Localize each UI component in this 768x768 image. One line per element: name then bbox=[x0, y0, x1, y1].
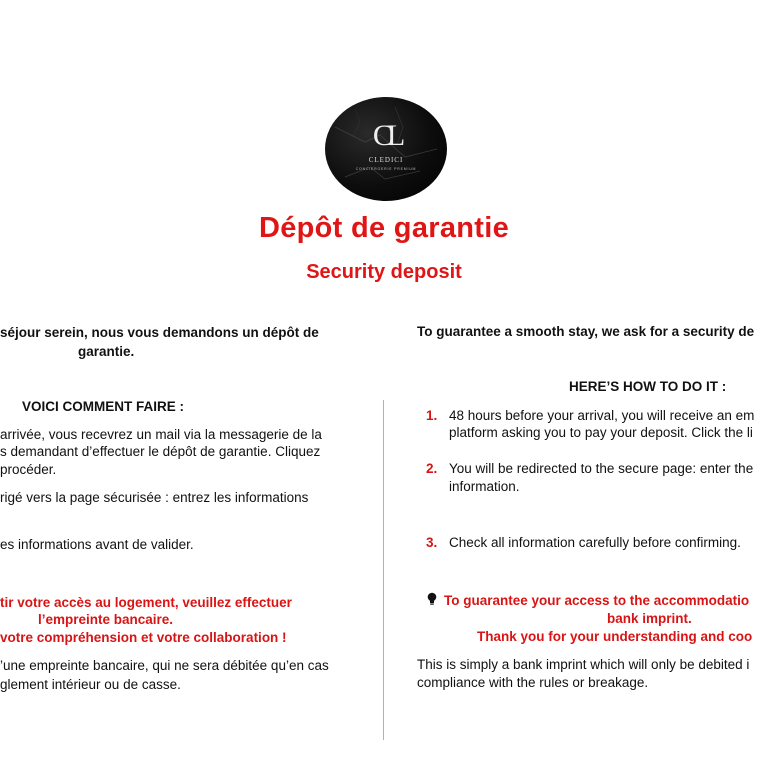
logo-monogram: CL bbox=[372, 119, 400, 152]
fr-step1-line3: procéder. bbox=[0, 462, 57, 477]
en-notice-line3: Thank you for your understanding and coo bbox=[477, 629, 753, 644]
en-step3-number: 3. bbox=[426, 535, 438, 550]
fr-footer-line1: ’une empreinte bancaire, qui ne sera débitée qu’en cas bbox=[0, 658, 329, 673]
logo-brand: CLEDICI bbox=[368, 156, 404, 164]
fr-intro-line1: séjour serein, nous vous demandons un dépôt de bbox=[0, 325, 319, 340]
lightbulb-icon bbox=[427, 592, 437, 611]
fr-step3-line1: es informations avant de valider. bbox=[0, 537, 194, 552]
en-step1-line1: 48 hours before your arrival, you will receive an em bbox=[449, 408, 755, 423]
en-footer-line2: compliance with the rules or breakage. bbox=[417, 675, 649, 690]
fr-step1-line1: arrivée, vous recevrez un mail via la messagerie de la bbox=[0, 427, 322, 442]
en-step2-line2: information. bbox=[449, 479, 520, 494]
fr-step2-line1: rigé vers la page sécurisée : entrez les informations bbox=[0, 490, 309, 505]
page-subtitle: Security deposit bbox=[306, 261, 462, 283]
en-step2-number: 2. bbox=[426, 461, 438, 476]
fr-howto-heading: VOICI COMMENT FAIRE : bbox=[22, 399, 184, 414]
fr-footer-line2: glement intérieur ou de casse. bbox=[0, 677, 181, 692]
en-notice-line2: bank imprint. bbox=[607, 611, 692, 626]
en-intro: To guarantee a smooth stay, we ask for a security de bbox=[417, 324, 755, 339]
page-title: Dépôt de garantie bbox=[258, 212, 510, 244]
en-howto-heading: HERE’S HOW TO DO IT : bbox=[569, 379, 727, 394]
en-footer-line1: This is simply a bank imprint which will only be debited i bbox=[417, 657, 750, 672]
en-step1-number: 1. bbox=[426, 408, 438, 423]
logo-tagline: CONCIERGERIE PREMIUM bbox=[355, 167, 417, 171]
en-notice-line1: To guarantee your access to the accommodatio bbox=[444, 593, 750, 608]
fr-intro-line2: garantie. bbox=[78, 344, 135, 359]
en-step2-line1: You will be redirected to the secure page: enter the bbox=[449, 461, 754, 476]
brand-logo bbox=[325, 97, 447, 201]
fr-notice-line3: votre compréhension et votre collaboration ! bbox=[0, 630, 287, 645]
fr-notice-line1: tir votre accès au logement, veuillez effectuer bbox=[0, 595, 292, 610]
en-step1-line2: platform asking you to pay your deposit. Click the li bbox=[449, 425, 753, 440]
fr-notice-line2: l’empreinte bancaire. bbox=[38, 612, 174, 627]
en-step3-line1: Check all information carefully before confirming. bbox=[449, 535, 741, 550]
column-divider bbox=[383, 400, 384, 740]
fr-step1-line2: s demandant d’effectuer le dépôt de garantie. Cliquez bbox=[0, 444, 321, 459]
